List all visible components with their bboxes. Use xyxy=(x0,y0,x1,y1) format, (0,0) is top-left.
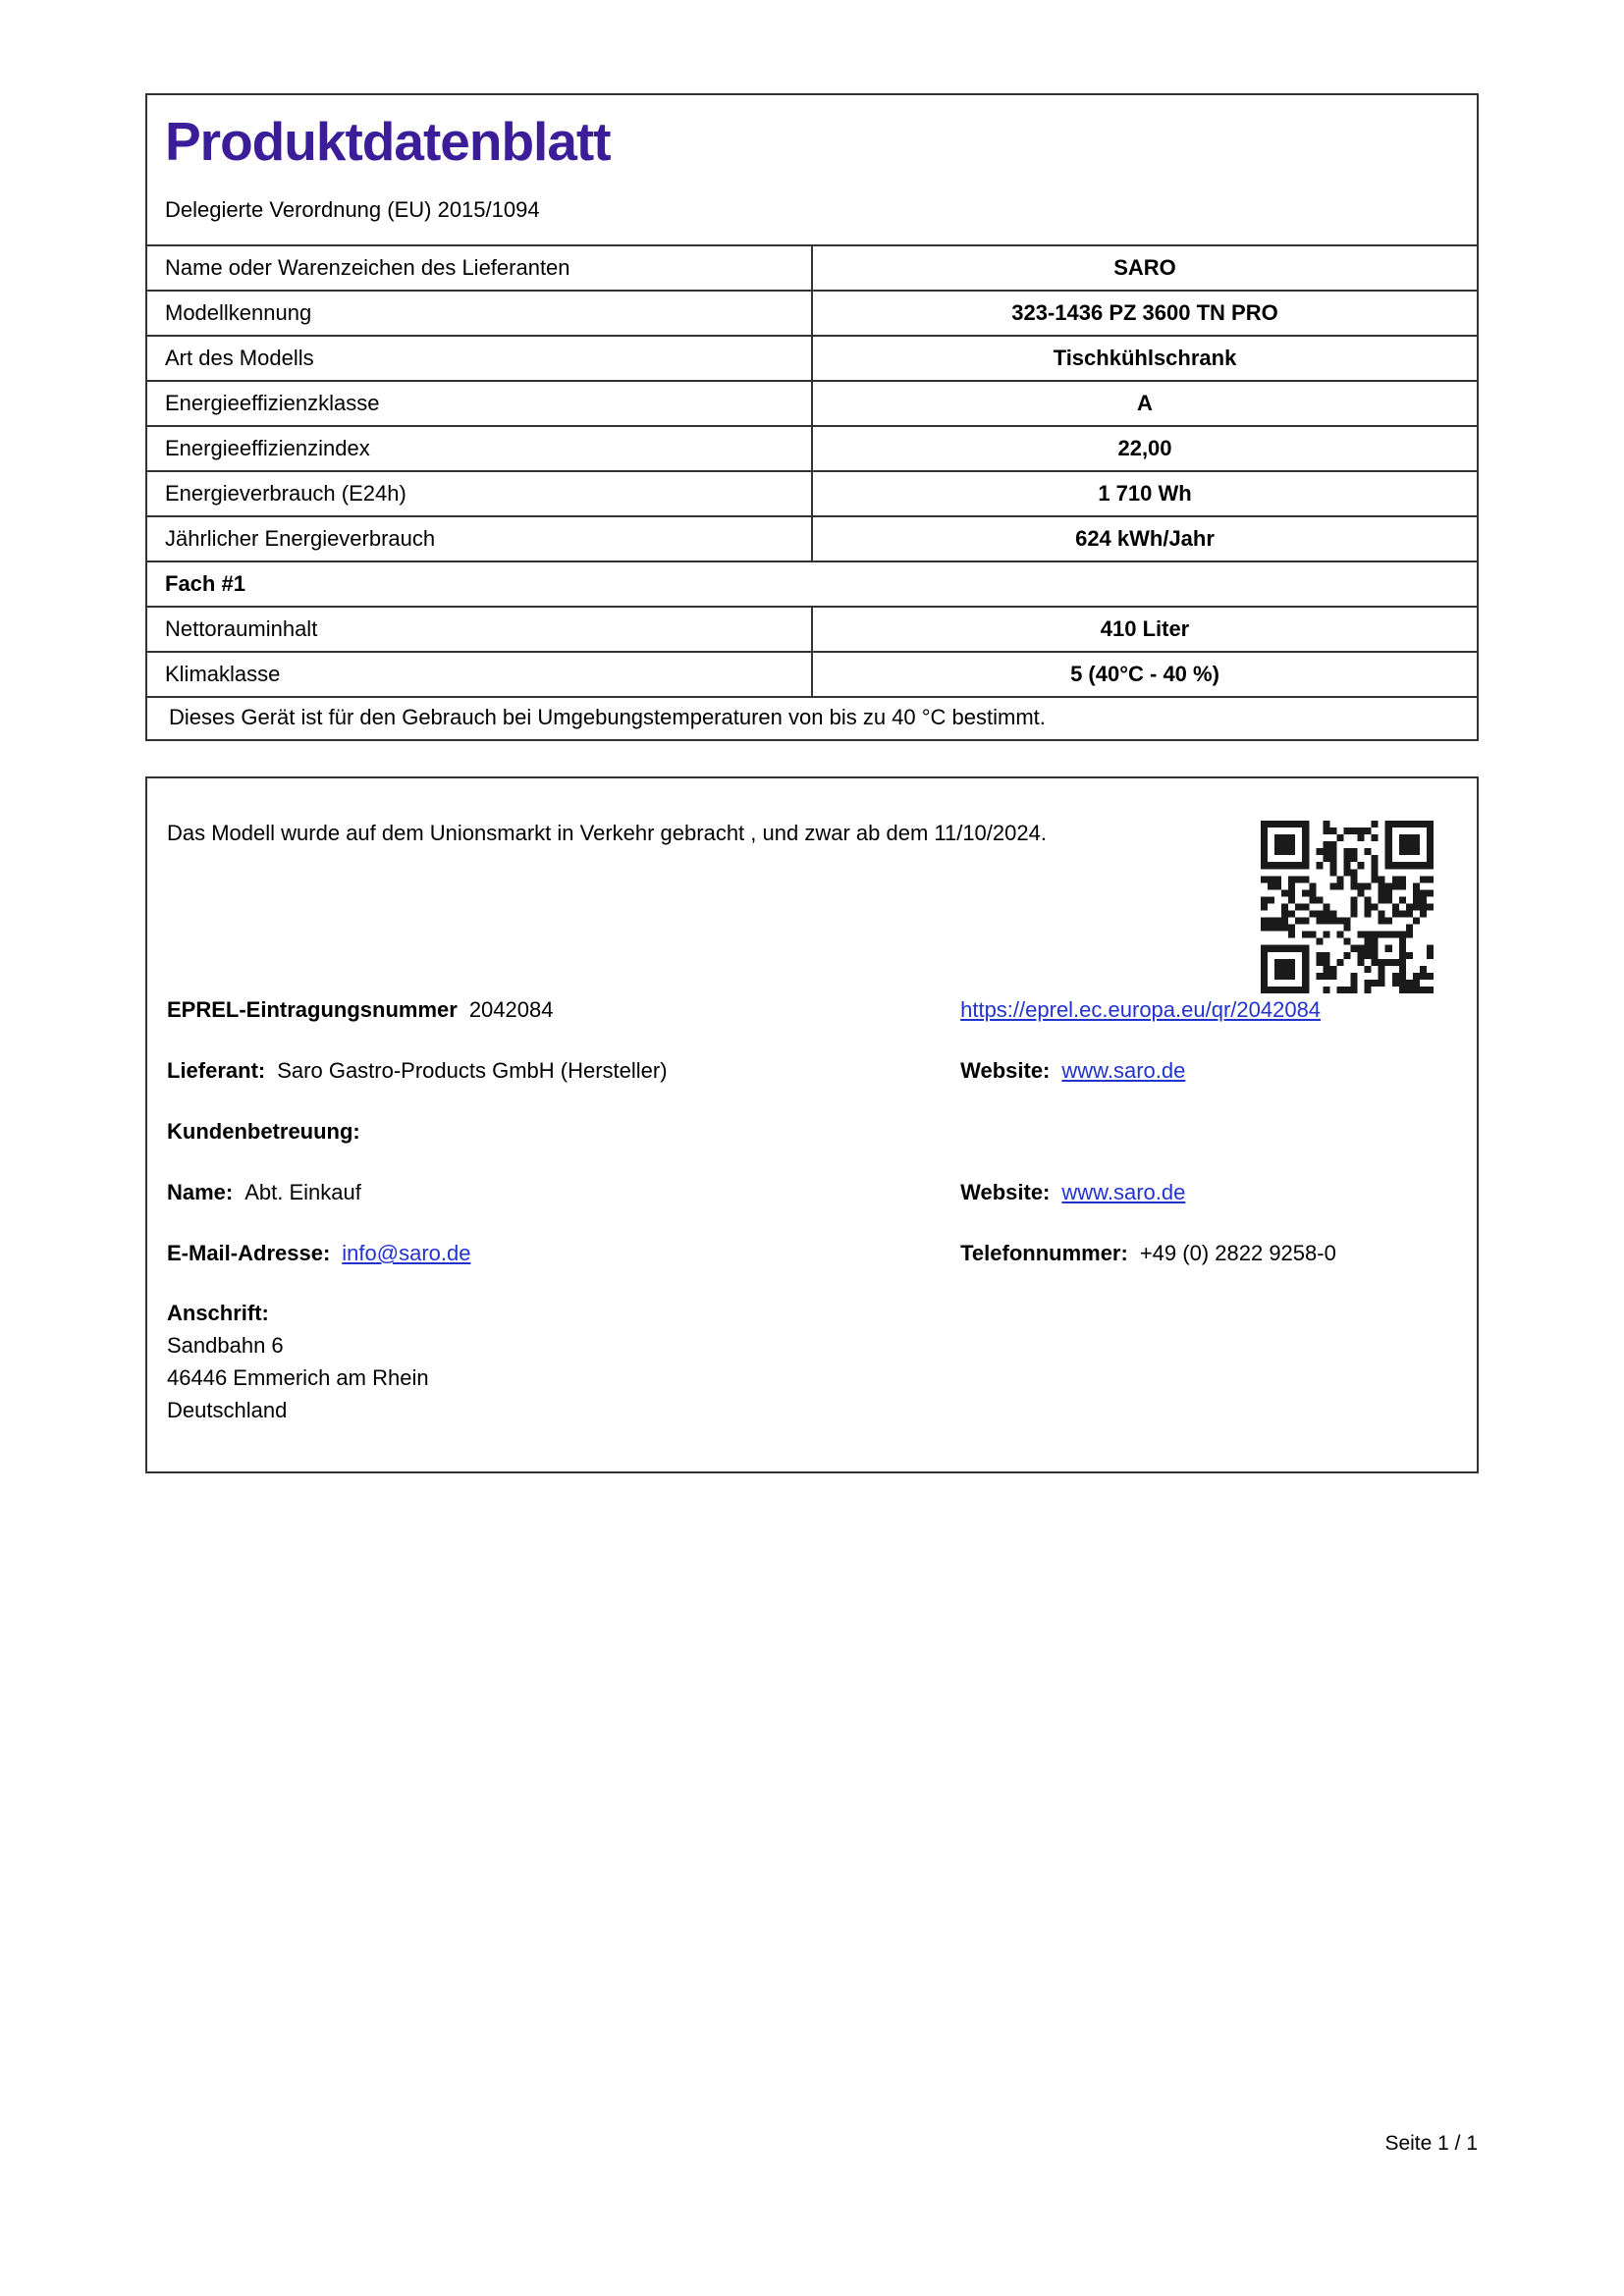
supplier-value: Saro Gastro-Products GmbH (Hersteller) xyxy=(277,1058,668,1083)
row-value: Tischkühlschrank xyxy=(812,336,1478,381)
row-label: Art des Modells xyxy=(146,336,812,381)
table-row xyxy=(146,291,1478,336)
phone-value: +49 (0) 2822 9258-0 xyxy=(1139,1241,1336,1265)
row-value: 323-1436 PZ 3600 TN PRO xyxy=(812,291,1478,336)
address-line: Deutschland xyxy=(167,1398,288,1422)
address-line: 46446 Emmerich am Rhein xyxy=(167,1365,429,1390)
row-value: A xyxy=(812,381,1478,426)
page-title: Produktdatenblatt xyxy=(165,111,611,172)
address-block xyxy=(167,1297,1457,1426)
website-label: Website: xyxy=(960,1180,1051,1204)
table-row xyxy=(146,607,1478,652)
row-label: Energieverbrauch (E24h) xyxy=(146,471,812,516)
email-label: E-Mail-Adresse: xyxy=(167,1241,331,1265)
table-row xyxy=(146,381,1478,426)
eprel-row xyxy=(167,996,1457,1024)
contact-section xyxy=(167,996,1457,1426)
customer-service-row xyxy=(167,1118,1457,1146)
address-label: Anschrift: xyxy=(167,1301,269,1325)
row-label: Modellkennung xyxy=(146,291,812,336)
section-header: Fach #1 xyxy=(146,561,1478,607)
market-info-box xyxy=(145,776,1479,1473)
contact-name-row xyxy=(167,1179,1457,1206)
section-header-row xyxy=(146,561,1478,607)
supplier-row xyxy=(167,1057,1457,1085)
email-link[interactable]: info@saro.de xyxy=(342,1241,471,1265)
row-value: 410 Liter xyxy=(812,607,1478,652)
website-link[interactable]: www.saro.de xyxy=(1061,1180,1186,1204)
note-row xyxy=(146,697,1478,740)
row-value: 22,00 xyxy=(812,426,1478,471)
email-phone-row xyxy=(167,1240,1457,1267)
eprel-number-label: EPREL-Eintragungsnummer xyxy=(167,997,458,1022)
table-row xyxy=(146,336,1478,381)
product-datasheet-table xyxy=(145,93,1479,741)
row-value: SARO xyxy=(812,245,1478,291)
address-line: Sandbahn 6 xyxy=(167,1333,284,1358)
table-row xyxy=(146,245,1478,291)
row-label: Energieeffizienzindex xyxy=(146,426,812,471)
eprel-url-link[interactable]: https://eprel.ec.europa.eu/qr/2042084 xyxy=(960,997,1322,1022)
website-link[interactable]: www.saro.de xyxy=(1061,1058,1186,1083)
website-label: Website: xyxy=(960,1058,1051,1083)
contact-name-label: Name: xyxy=(167,1180,234,1204)
row-label: Energieeffizienzklasse xyxy=(146,381,812,426)
table-row xyxy=(146,652,1478,697)
regulation-subtitle: Delegierte Verordnung (EU) 2015/1094 xyxy=(165,197,540,222)
table-row xyxy=(146,516,1478,561)
row-label: Klimaklasse xyxy=(146,652,812,697)
customer-service-label: Kundenbetreuung: xyxy=(167,1119,360,1144)
row-label: Jährlicher Energieverbrauch xyxy=(146,516,812,561)
page-number: Seite 1 / 1 xyxy=(1384,2132,1478,2155)
qr-code xyxy=(1261,821,1434,993)
row-label: Nettorauminhalt xyxy=(146,607,812,652)
ambient-temperature-note: Dieses Gerät ist für den Gebrauch bei Umgebungstemperaturen von bis zu 40 °C bestimmt. xyxy=(146,697,1478,740)
phone-label: Telefonnummer: xyxy=(960,1241,1128,1265)
row-label: Name oder Warenzeichen des Lieferanten xyxy=(146,245,812,291)
table-row xyxy=(146,426,1478,471)
row-value: 624 kWh/Jahr xyxy=(812,516,1478,561)
row-value: 5 (40°C - 40 %) xyxy=(812,652,1478,697)
row-value: 1 710 Wh xyxy=(812,471,1478,516)
contact-name-value: Abt. Einkauf xyxy=(244,1180,361,1204)
market-placement-paragraph: Das Modell wurde auf dem Unionsmarkt in Verkehr gebracht , und zwar ab dem 11/10/2024. xyxy=(167,821,1047,845)
eprel-number-value: 2042084 xyxy=(468,997,554,1022)
table-header-row xyxy=(146,94,1478,245)
table-row xyxy=(146,471,1478,516)
supplier-label: Lieferant: xyxy=(167,1058,266,1083)
